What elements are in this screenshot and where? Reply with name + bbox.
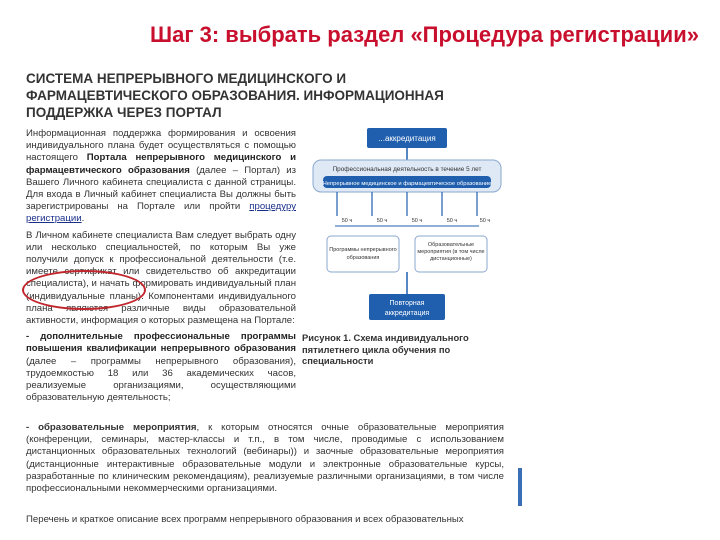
paragraph-list bbox=[26, 514, 504, 530]
paragraph-programs bbox=[26, 331, 296, 404]
registration-procedure-link[interactable]: процедуру регистрации bbox=[26, 201, 296, 225]
paragraph-events bbox=[26, 422, 504, 499]
programs-box-label: Программы непрерывного образования bbox=[329, 247, 397, 261]
hours-label-1: 50 ч bbox=[341, 218, 353, 224]
hours-label-5: 50 ч bbox=[479, 218, 491, 224]
hours-label-2: 50 ч bbox=[376, 218, 388, 224]
cme-label: Непрерывное медицинское и фармацевтическое образование bbox=[322, 181, 492, 187]
events-box-label: Образовательные мероприятия (в том числе дистанционные) bbox=[417, 242, 485, 262]
left-text-column bbox=[26, 128, 296, 408]
programs-box bbox=[327, 236, 399, 272]
reaccreditation-label-2: аккредитация bbox=[384, 310, 430, 317]
professional-activity-label: Профессиональная деятельность в течение 5 лет bbox=[332, 166, 482, 173]
document-page bbox=[22, 70, 512, 538]
figure-caption: Рисунок 1. Схема индивидуального пятилетнего цикла обучения по специальности bbox=[302, 332, 469, 366]
p1-text-a: Информационная поддержка формирования и освоения индивидуального плана будет осуществляться с помощью настоящего bbox=[26, 128, 296, 164]
training-cycle-diagram bbox=[307, 126, 507, 326]
page-accent-bar bbox=[518, 468, 522, 506]
events-paragraph bbox=[26, 422, 504, 495]
hours-label-3: 50 ч bbox=[411, 218, 423, 224]
programs-text: (далее – программы непрерывного образования), трудоемкостью 18 или 36 академических часов, реализуемые организациями, осуществляющими образовательную деятельность; bbox=[26, 355, 296, 404]
p1-text-d: . bbox=[81, 213, 85, 225]
list-paragraph: Перечень и краткое описание всех программ непрерывного образования и всех образовательных bbox=[26, 514, 464, 525]
reaccreditation-label-1: Повторная bbox=[389, 300, 425, 307]
events-bold: - образовательные мероприятия bbox=[26, 422, 197, 433]
accreditation-label: ...аккредитация bbox=[378, 134, 436, 143]
hours-row bbox=[337, 192, 490, 224]
portal-name: Портала непрерывного медицинского и фармацевтического образования bbox=[26, 152, 296, 176]
paragraph-portal-intro bbox=[26, 128, 296, 226]
slide-title: Шаг 3: выбрать раздел «Процедура регистрации» bbox=[150, 22, 699, 47]
events-text: , к которым относятся очные образовательные мероприятия (конференции, семинары, мастер-классы и т.п., в том числе, проводимые с использованием дистанционных образовательных технологий (вебинары)) и заочные образовательные мероприятия (дистанционные интерактивные образовательные модули и электронные образовательные курсы, разработанные по клиническим рекомендациям), реализуемые различными организациями, в том числе профессиональными некоммерческими организациями. bbox=[26, 422, 504, 495]
hours-label-4: 50 ч bbox=[446, 218, 458, 224]
document-heading: СИСТЕМА НЕПРЕРЫВНОГО МЕДИЦИНСКОГО И ФАРМАЦЕВТИЧЕСКОГО ОБРАЗОВАНИЯ. ИНФОРМАЦИОННАЯ ПОДДЕРЖКА ЧЕРЕЗ ПОРТАЛ bbox=[26, 71, 444, 120]
paragraph-cabinet: В Личном кабинете специалиста Вам следует выбрать одну или несколько специальностей, по которым Вы уже получили допуск к профессиональной деятельности (т.е. имеете сертификат или свидетельство об аккредитации специалиста), и начать формировать индивидуальный план (индивидуальные планы). Компонентами индивидуального плана являются различные виды образовательной активности, информация о которых размещена на Портале: bbox=[26, 229, 296, 327]
p1-text-c: (далее – Портал) из Вашего Личного кабинета специалиста с данной страницы. Для входа в Личный кабинет специалиста Вы должны быть зарегистрированы на Портале или пройти bbox=[26, 164, 296, 213]
highlight-oval bbox=[22, 270, 146, 310]
programs-bold: - дополнительные профессиональные программы повышения квалификации непрерывного образования bbox=[26, 331, 296, 355]
